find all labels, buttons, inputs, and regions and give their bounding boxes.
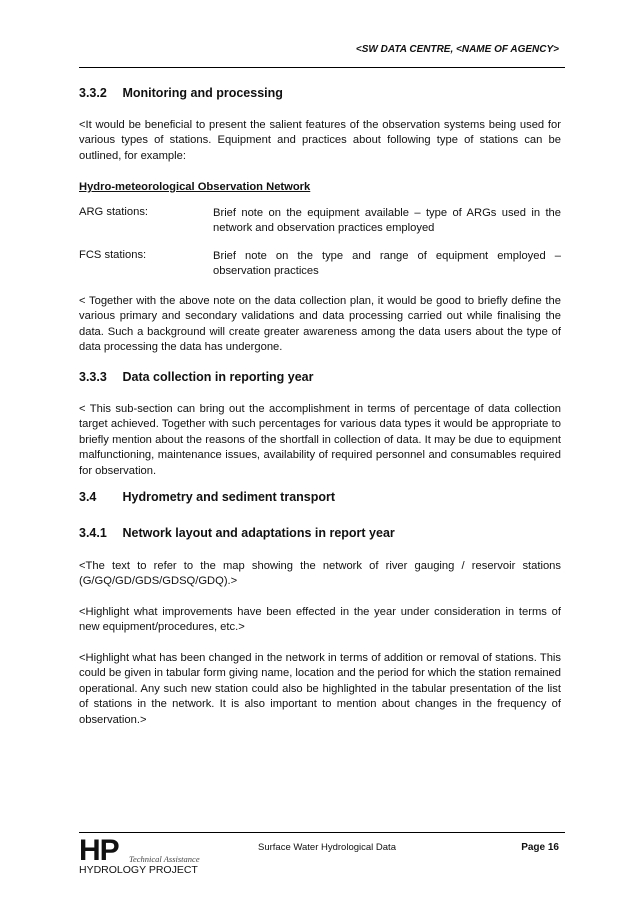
logo-subtitle: Technical Assistance (129, 854, 200, 864)
section-heading-3-4-1 (79, 526, 395, 540)
page-number: Page 16 (521, 842, 559, 853)
improvements-paragraph: <Highlight what improvements have been effected in the year under consideration in terms of new equipment/procedures, etc.> (79, 606, 561, 634)
section-number: 3.3.2 (79, 86, 107, 100)
section-heading-3-3-2 (79, 86, 283, 100)
station-label-arg: ARG stations: (79, 206, 149, 218)
section-number: 3.3.3 (79, 370, 107, 384)
section-title: Monitoring and processing (122, 86, 283, 100)
section-heading-3-4 (79, 490, 335, 504)
section-number: 3.4.1 (79, 526, 107, 540)
network-subheading (79, 180, 310, 195)
section-number: 3.4 (79, 490, 97, 504)
station-desc-arg: Brief note on the equipment available – type of ARGs used in the network and observation practices employed (213, 207, 561, 235)
section-title: Network layout and adaptations in report year (122, 526, 395, 540)
header-rule (79, 67, 565, 68)
logo-name: HYDROLOGY PROJECT (79, 864, 198, 876)
running-header: <SW DATA CENTRE, <NAME OF AGENCY> (355, 44, 559, 55)
footer-rule (79, 832, 565, 833)
hydrology-project-logo (79, 834, 214, 876)
station-desc-fcs: Brief note on the type and range of equipment employed – observation practices (213, 250, 561, 278)
station-label-fcs: FCS stations: (79, 249, 147, 261)
logo-letters: HP (79, 834, 119, 867)
subsection-paragraph: < This sub-section can bring out the accomplishment in terms of percentage of data collection target achieved. Together with such percentages for various data types it would be appropriate to briefly mention about the reasons of the shortfall in collection of data. It may be due to equipment malfunctioning, maintenance issues, availability of required personnel and consumables required for observation. (79, 403, 561, 477)
together-paragraph: < Together with the above note on the data collection plan, it would be good to briefly define the various primary and secondary validations and data processing carried out while finalising the data. Such a background will create greater awareness among the data users about the type of data processing the data has undergone. (79, 295, 561, 354)
section-heading-3-3-3 (79, 370, 314, 384)
network-heading-text: Hydro-meteorological Observation Network (79, 181, 311, 193)
footer-center-text: Surface Water Hydrological Data (258, 842, 396, 853)
changes-paragraph: <Highlight what has been changed in the network in terms of addition or removal of stations. This could be given in tabular form giving name, location and the period for which the station remained operational. Any such new station could also be highlighted in the tabular presentation of the list of stations in the network. It is also important to mention about changes in the frequency of observation.> (79, 652, 561, 726)
map-paragraph: <The text to refer to the map showing the network of river gauging / reservoir stations (G/GQ/GD/GDS/GDSQ/GDQ).> (79, 560, 561, 588)
logo-graphic (79, 834, 214, 876)
section-title: Hydrometry and sediment transport (122, 490, 336, 504)
section-title: Data collection in reporting year (122, 370, 314, 384)
intro-paragraph: <It would be beneficial to present the salient features of the observation systems being used for various types of stations. Equipment and practices about following type of stations can be outlined, for example: (79, 119, 561, 162)
